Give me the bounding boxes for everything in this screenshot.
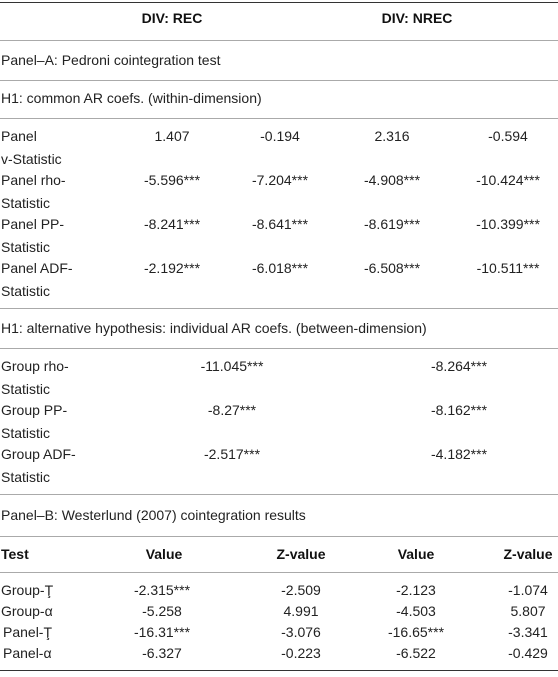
col-header-zvalue: Z-value bbox=[503, 546, 553, 562]
table-cell: -10.511*** bbox=[476, 260, 540, 276]
table-cell: -2.315*** bbox=[133, 582, 191, 598]
table-cell: -3.076 bbox=[281, 624, 321, 640]
within-rule bbox=[0, 118, 558, 119]
row-label: Panel-α bbox=[3, 645, 52, 661]
table-cell: -3.341 bbox=[508, 624, 548, 640]
table-cell: -8.27*** bbox=[207, 402, 257, 418]
bottom-rule bbox=[0, 670, 558, 671]
table-cell: -4.503 bbox=[396, 603, 436, 619]
col-header-zvalue: Z-value bbox=[276, 546, 326, 562]
col-header-value: Value bbox=[145, 546, 183, 562]
row-label-cont: Statistic bbox=[1, 381, 51, 397]
table-cell: -5.596*** bbox=[143, 172, 201, 188]
row-label-cont: v-Statistic bbox=[1, 151, 62, 167]
row-label: Group ADF- bbox=[1, 446, 76, 462]
row-label: Panel-Ţ bbox=[3, 624, 53, 640]
within-title: H1: common AR coefs. (within-dimension) bbox=[1, 90, 262, 106]
col-header-nrec: DIV: NREC bbox=[381, 10, 453, 26]
table-cell: 1.407 bbox=[154, 128, 190, 144]
row-label-cont: Statistic bbox=[1, 283, 51, 299]
table-cell: -8.264*** bbox=[430, 358, 488, 374]
table-cell: -4.908*** bbox=[363, 172, 421, 188]
table-cell: -4.182*** bbox=[430, 446, 488, 462]
table-cell: -8.162*** bbox=[430, 402, 488, 418]
table-cell: -11.045*** bbox=[200, 358, 264, 374]
table-cell: 4.991 bbox=[283, 603, 319, 619]
row-label-cont: Statistic bbox=[1, 425, 51, 441]
between-rule bbox=[0, 348, 558, 349]
table-cell: 2.316 bbox=[374, 128, 410, 144]
table-cell: -10.424*** bbox=[476, 172, 540, 188]
table-cell: 5.807 bbox=[510, 603, 546, 619]
between-title: H1: alternative hypothesis: individual AR coefs. (between-dimension) bbox=[1, 320, 427, 336]
table-cell: -6.522 bbox=[396, 645, 436, 661]
top-rule bbox=[0, 2, 558, 3]
table-cell: -0.594 bbox=[488, 128, 528, 144]
row-label: Group PP- bbox=[1, 402, 68, 418]
row-label: Group-Ţ bbox=[1, 582, 54, 598]
table-cell: -8.619*** bbox=[363, 216, 421, 232]
row-label-cont: Statistic bbox=[1, 469, 51, 485]
table-cell: -2.517*** bbox=[203, 446, 261, 462]
row-label: Panel PP- bbox=[1, 216, 65, 232]
col-header-test: Test bbox=[1, 546, 29, 562]
table-cell: -2.192*** bbox=[143, 260, 201, 276]
table-cell: -7.204*** bbox=[251, 172, 309, 188]
within-end-rule bbox=[0, 308, 558, 309]
panel-b-title: Panel–B: Westerlund (2007) cointegration results bbox=[1, 507, 306, 523]
table-cell: -6.508*** bbox=[363, 260, 421, 276]
row-label-cont: Statistic bbox=[1, 195, 51, 211]
table-cell: -0.223 bbox=[281, 645, 321, 661]
table-cell: -6.327 bbox=[142, 645, 182, 661]
header-rule bbox=[0, 40, 558, 41]
row-label: Panel rho- bbox=[1, 172, 66, 188]
panel-b-header-rule bbox=[0, 572, 558, 573]
panel-a-rule bbox=[0, 80, 558, 81]
table-cell: -0.429 bbox=[508, 645, 548, 661]
panel-a-end-rule bbox=[0, 494, 558, 495]
table-cell: -8.641*** bbox=[251, 216, 309, 232]
table-cell: -8.241*** bbox=[143, 216, 201, 232]
row-label: Panel ADF- bbox=[1, 260, 73, 276]
col-header-value: Value bbox=[397, 546, 435, 562]
table-cell: -1.074 bbox=[508, 582, 548, 598]
row-label: Group rho- bbox=[1, 358, 69, 374]
col-header-rec: DIV: REC bbox=[141, 10, 203, 26]
table-cell: -5.258 bbox=[142, 603, 182, 619]
table-cell: -10.399*** bbox=[476, 216, 540, 232]
table-cell: -6.018*** bbox=[251, 260, 309, 276]
table-cell: -16.65*** bbox=[387, 624, 445, 640]
row-label-cont: Statistic bbox=[1, 239, 51, 255]
row-label: Panel bbox=[1, 128, 37, 144]
table-cell: -0.194 bbox=[260, 128, 300, 144]
panel-a-title: Panel–A: Pedroni cointegration test bbox=[1, 52, 221, 68]
table-cell: -2.509 bbox=[281, 582, 321, 598]
row-label: Group-α bbox=[1, 603, 53, 619]
table-cell: -2.123 bbox=[396, 582, 436, 598]
table-cell: -16.31*** bbox=[133, 624, 191, 640]
panel-b-rule bbox=[0, 536, 558, 537]
